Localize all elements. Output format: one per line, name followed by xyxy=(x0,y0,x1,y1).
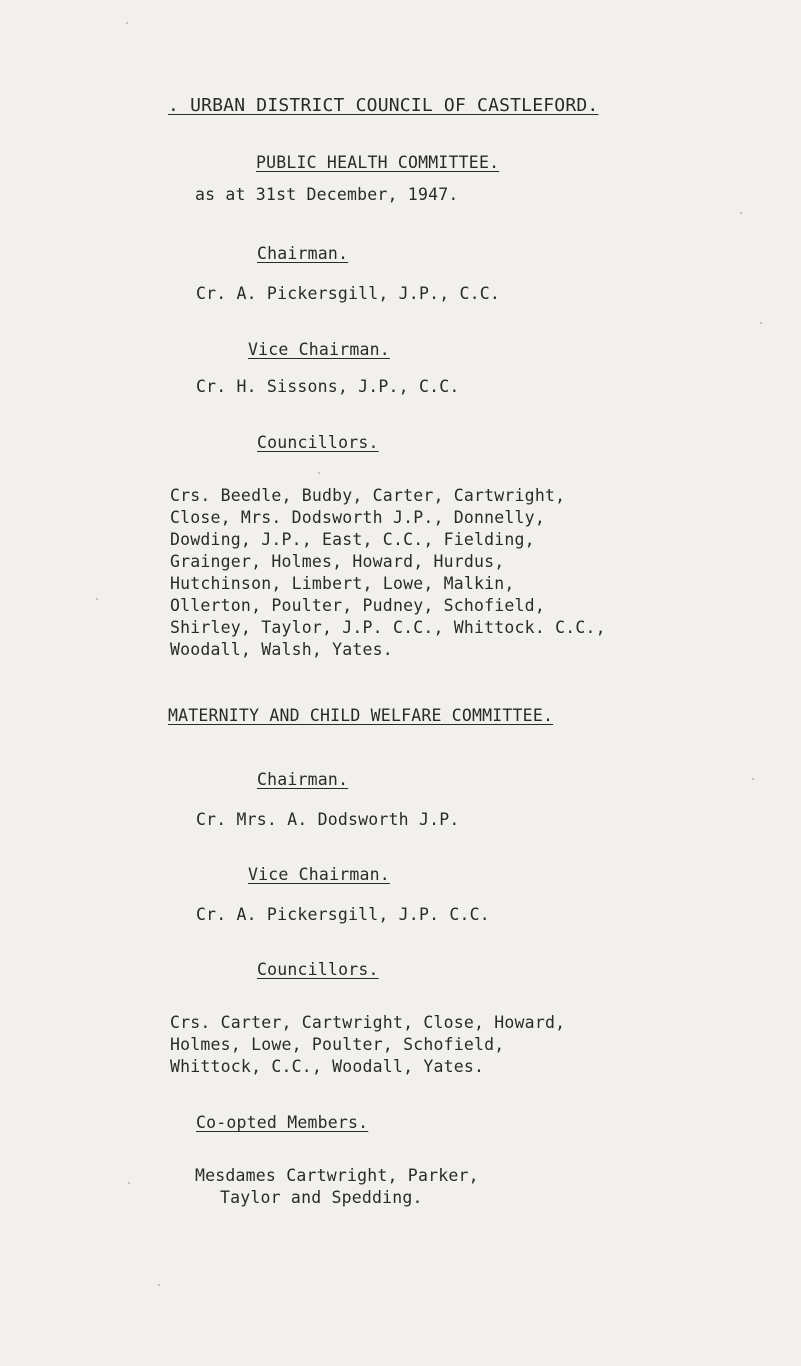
scan-speck xyxy=(126,22,128,24)
ph-councillors-line: Woodall, Walsh, Yates. xyxy=(170,640,393,659)
scan-speck xyxy=(158,1284,160,1286)
mc-vice-chairman-heading: Vice Chairman. xyxy=(248,865,390,884)
scan-speck xyxy=(760,322,762,324)
scan-speck xyxy=(318,472,320,474)
ph-councillors-line: Dowding, J.P., East, C.C., Fielding, xyxy=(170,530,535,549)
mc-councillors-line: Whittock, C.C., Woodall, Yates. xyxy=(170,1057,485,1076)
ph-councillors-line: Grainger, Holmes, Howard, Hurdus, xyxy=(170,552,505,571)
ph-councillors-line: Ollerton, Poulter, Pudney, Schofield, xyxy=(170,596,545,615)
ph-vice-chairman-heading: Vice Chairman. xyxy=(248,340,390,359)
ph-vice-chairman: Cr. H. Sissons, J.P., C.C. xyxy=(196,377,460,396)
ph-councillors-line: Shirley, Taylor, J.P. C.C., Whittock. C.C., xyxy=(170,618,606,637)
date-line: as at 31st December, 1947. xyxy=(195,185,459,204)
coopted-line: Mesdames Cartwright, Parker, xyxy=(195,1166,479,1185)
mc-councillors-line: Crs. Carter, Cartwright, Close, Howard, xyxy=(170,1013,566,1032)
ph-chairman: Cr. A. Pickersgill, J.P., C.C. xyxy=(196,284,501,303)
mc-councillors-line: Holmes, Lowe, Poulter, Schofield, xyxy=(170,1035,505,1054)
scan-speck xyxy=(96,598,98,600)
ph-councillors-line: Close, Mrs. Dodsworth J.P., Donnelly, xyxy=(170,508,545,527)
public-health-heading: PUBLIC HEALTH COMMITTEE. xyxy=(256,153,500,172)
ph-chairman-heading: Chairman. xyxy=(257,244,349,263)
ph-councillors-heading: Councillors. xyxy=(257,433,379,452)
mc-chairman-heading: Chairman. xyxy=(257,770,349,789)
mc-vice-chairman: Cr. A. Pickersgill, J.P. C.C. xyxy=(196,905,490,924)
coopted-line: Taylor and Spedding. xyxy=(220,1188,423,1207)
scan-speck xyxy=(752,778,754,780)
coopted-heading: Co-opted Members. xyxy=(196,1113,369,1132)
mc-chairman: Cr. Mrs. A. Dodsworth J.P. xyxy=(196,810,460,829)
council-title: . URBAN DISTRICT COUNCIL OF CASTLEFORD. xyxy=(168,95,599,116)
scan-speck xyxy=(128,1182,130,1184)
ph-councillors-line: Hutchinson, Limbert, Lowe, Malkin, xyxy=(170,574,515,593)
mc-councillors-heading: Councillors. xyxy=(257,960,379,979)
scan-speck xyxy=(740,212,742,214)
ph-councillors-line: Crs. Beedle, Budby, Carter, Cartwright, xyxy=(170,486,566,505)
maternity-heading: MATERNITY AND CHILD WELFARE COMMITTEE. xyxy=(168,706,554,725)
